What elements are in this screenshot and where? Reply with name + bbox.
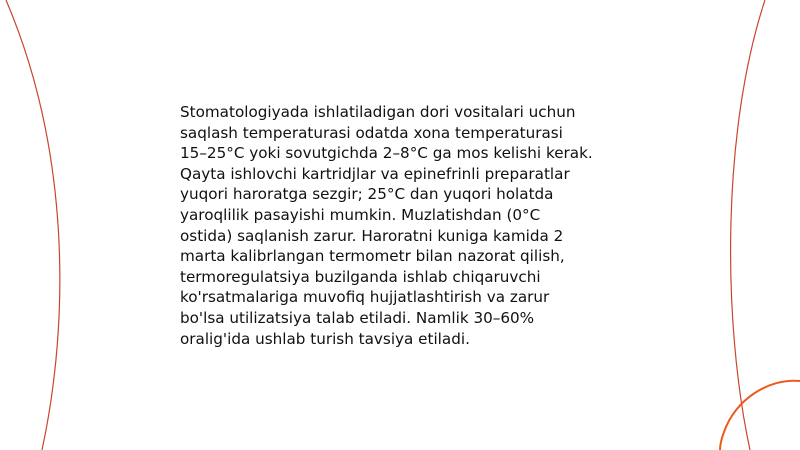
left-arc-line <box>6 0 60 450</box>
orange-circle-line <box>720 381 800 450</box>
right-arc-line <box>731 0 765 450</box>
body-paragraph: Stomatologiyada ishlatiladigan dori vositalari uchun saqlash temperaturasi odatda xona temperaturasi 15–25°C yoki sovutgichda 2–8°C ga mos kelishi kerak. Qayta ishlovchi kartridjlar va epinefrinli preparatlar yuqori haroratga sezgir; 25°C dan yuqori holatda yaroqlilik pasayishi mumkin. Muzlatishdan (0°C ostida) saqlanish zarur. Haroratni kuniga kamida 2 marta kalibrlangan termometr bilan nazorat qilish, termoregulatsiya buzilganda ishlab chiqaruvchi ko'rsatmalariga muvofiq hujjatlashtirish va zarur bo'lsa utilizatsiya talab etiladi. Namlik 30–60% oralig'ida ushlab turish tavsiya etiladi. <box>180 103 593 348</box>
